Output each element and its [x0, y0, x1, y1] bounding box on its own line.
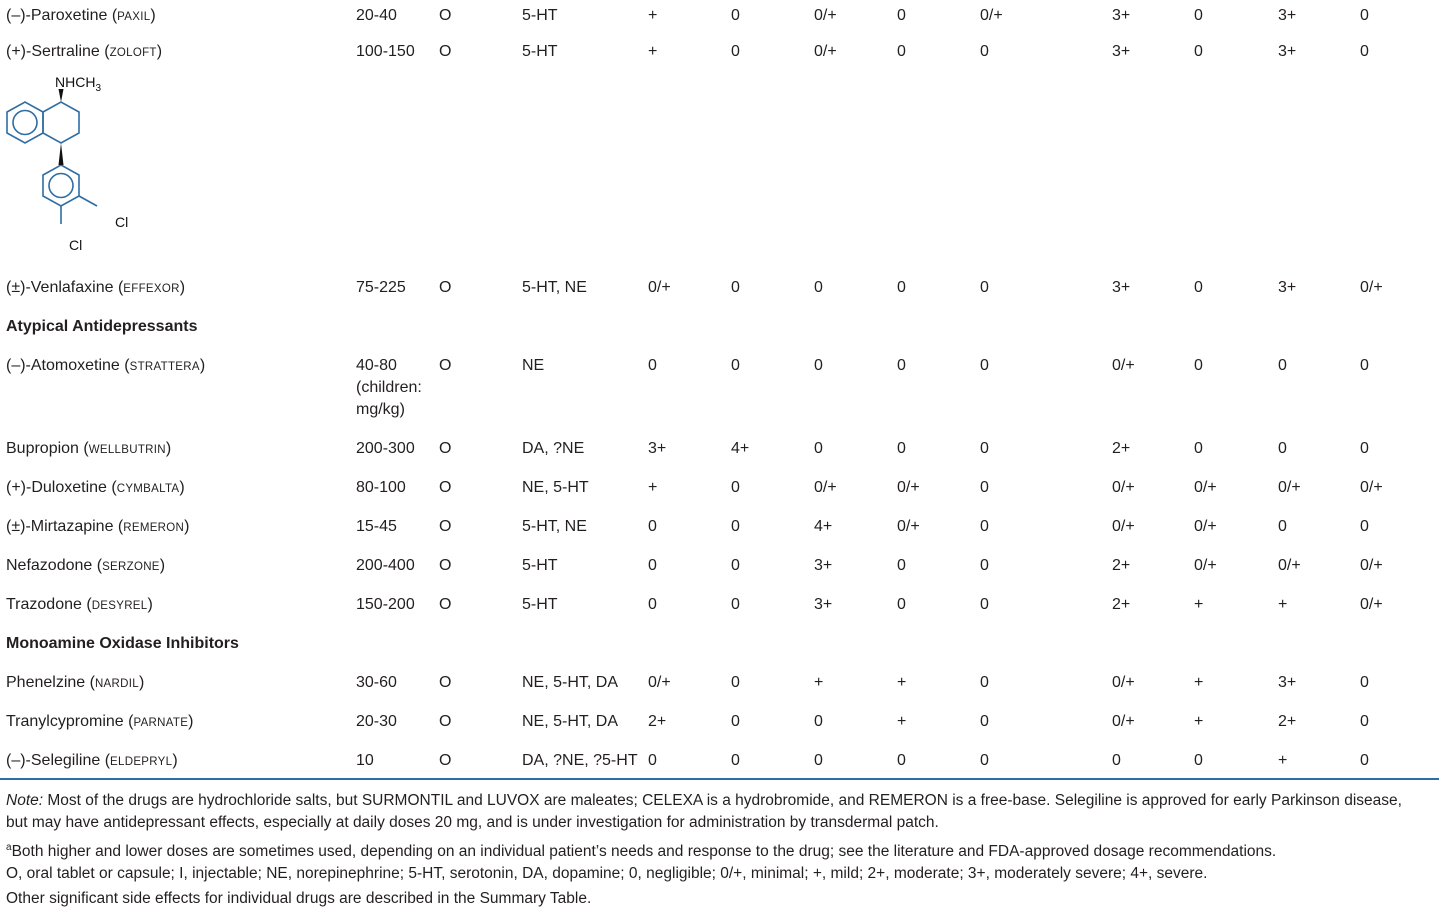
- dose: 30-60: [356, 674, 397, 691]
- dose: 10: [356, 752, 374, 769]
- wedge-bond: [59, 89, 64, 102]
- nhch3-label: $NHCH_3$: [55, 74, 102, 94]
- effect-value: 0: [980, 279, 989, 296]
- amine: 5-HT, NE: [522, 279, 587, 296]
- effect-value: 0: [1194, 279, 1203, 296]
- cl-bond: [79, 196, 97, 206]
- effect-value: 0/+: [1360, 596, 1383, 613]
- dose: 150-200: [356, 596, 415, 613]
- effect-value: 4+: [731, 440, 750, 457]
- amine: DA, ?NE: [522, 440, 585, 457]
- route: O: [439, 440, 452, 457]
- effect-value: 0: [731, 596, 740, 613]
- effect-value: 0: [980, 752, 989, 769]
- table-note: Note: Most of the drugs are hydrochloride salts, but SURMONTIL and LUVOX are maleates; CELEXA is a hydrobromide, and REMERON is a free-base. Selegiline is approved for early Parkinson disease, but may have antidepressant effects, especially at daily doses 20 mg, and is under investigation for administration by transdermal patch.: [6, 792, 1402, 831]
- effect-value: 0/+: [1278, 557, 1301, 574]
- route: O: [439, 596, 452, 613]
- effect-value: 3+: [814, 596, 833, 613]
- effect-value: 0: [897, 596, 906, 613]
- effect-value: 0: [648, 357, 657, 374]
- effect-value: 2+: [1112, 557, 1131, 574]
- sertraline-structure: [0, 68, 160, 258]
- drug-name: (–)-Selegiline (ELDEPRYL): [6, 752, 178, 769]
- effect-value: 0: [731, 557, 740, 574]
- effect-value: 0: [648, 752, 657, 769]
- drug-name: (±)-Venlafaxine (EFFEXOR): [6, 279, 186, 296]
- route: O: [439, 7, 452, 24]
- effect-value: 0: [980, 674, 989, 691]
- effect-value: 2+: [1112, 440, 1131, 457]
- dose: 80-100: [356, 479, 406, 496]
- effect-value: 0: [1194, 7, 1203, 24]
- effect-value: 0: [648, 518, 657, 535]
- effect-value: 0/+: [1112, 713, 1135, 730]
- effect-value: 3+: [814, 557, 833, 574]
- route: O: [439, 357, 452, 374]
- effect-value: 3+: [1278, 674, 1297, 691]
- effect-value: 0: [1360, 440, 1369, 457]
- effect-value: 0: [731, 357, 740, 374]
- aromatic-circle: [13, 111, 37, 135]
- effect-value: 0/+: [1194, 479, 1217, 496]
- route: O: [439, 279, 452, 296]
- effect-value: 0: [980, 479, 989, 496]
- effect-value: 0: [980, 357, 989, 374]
- effect-value: 0: [731, 518, 740, 535]
- effect-value: 4+: [814, 518, 833, 535]
- route: O: [439, 674, 452, 691]
- route: O: [439, 752, 452, 769]
- drug-name: Nefazodone (SERZONE): [6, 557, 166, 574]
- effect-value: +: [648, 43, 658, 60]
- effect-value: 0: [897, 7, 906, 24]
- effect-value: 0: [814, 279, 823, 296]
- effect-value: 0: [1360, 357, 1369, 374]
- effect-value: 0: [897, 43, 906, 60]
- amine: NE, 5-HT, DA: [522, 674, 619, 691]
- effect-value: 0/+: [648, 674, 671, 691]
- effect-value: 0: [1360, 43, 1369, 60]
- effect-value: +: [1194, 596, 1204, 613]
- other-effects-note: Other significant side effects for individual drugs are described in the Summary Table.: [6, 890, 592, 907]
- effect-value: 0: [897, 357, 906, 374]
- route: O: [439, 43, 452, 60]
- effect-value: 0/+: [897, 479, 920, 496]
- effect-value: 0: [1194, 440, 1203, 457]
- table-row: [0, 355, 1439, 421]
- effect-value: 0: [1194, 43, 1203, 60]
- effect-value: 2+: [1278, 713, 1297, 730]
- table-bottom-rule: [0, 778, 1439, 780]
- cyclohexane-ring: [43, 102, 79, 143]
- effect-value: 3+: [1112, 279, 1131, 296]
- effect-value: 0: [980, 43, 989, 60]
- effect-value: 0/+: [1278, 479, 1301, 496]
- effect-value: 0/+: [1112, 357, 1135, 374]
- effect-value: 3+: [648, 440, 667, 457]
- amine: NE, 5-HT: [522, 479, 589, 496]
- effect-value: 0: [648, 557, 657, 574]
- effect-value: +: [1278, 752, 1288, 769]
- effect-value: 2+: [1112, 596, 1131, 613]
- effect-value: 0: [814, 440, 823, 457]
- section-heading-atypical: Atypical Antidepressants: [6, 318, 198, 335]
- effect-value: +: [648, 479, 658, 496]
- dose: 40-80 (children: mg/kg): [356, 357, 422, 418]
- effect-value: 0: [814, 752, 823, 769]
- effect-value: 0: [1278, 357, 1287, 374]
- abbreviations-note: O, oral tablet or capsule; I, injectable; NE, norepinephrine; 5-HT, serotonin, DA, dopamine; 0, negligible; 0/+, minimal; +, mild; 2+, moderate; 3+, moderately severe; 4+, severe.: [6, 865, 1208, 882]
- drug-name: Trazodone (DESYREL): [6, 596, 153, 613]
- dose: 75-225: [356, 279, 406, 296]
- effect-value: +: [897, 674, 907, 691]
- effect-value: 0: [1194, 752, 1203, 769]
- effect-value: 0: [980, 596, 989, 613]
- effect-value: 0/+: [1194, 518, 1217, 535]
- effect-value: 0/+: [1360, 479, 1383, 496]
- effect-value: 0: [980, 440, 989, 457]
- effect-value: 0: [814, 357, 823, 374]
- effect-value: 0: [731, 713, 740, 730]
- effect-value: 0: [814, 713, 823, 730]
- dose: 20-40: [356, 7, 397, 24]
- effect-value: 0: [980, 557, 989, 574]
- effect-value: +: [1278, 596, 1288, 613]
- amine: 5-HT: [522, 43, 558, 60]
- effect-value: 0/+: [897, 518, 920, 535]
- effect-value: 3+: [1278, 7, 1297, 24]
- effect-value: 0/+: [648, 279, 671, 296]
- effect-value: 0/+: [1112, 674, 1135, 691]
- amine: 5-HT: [522, 557, 558, 574]
- effect-value: 0: [897, 752, 906, 769]
- effect-value: 3+: [1278, 279, 1297, 296]
- effect-value: 0/+: [1112, 479, 1135, 496]
- cl-label: Cl: [69, 237, 83, 253]
- effect-value: 0: [980, 713, 989, 730]
- dose: 20-30: [356, 713, 397, 730]
- effect-value: 0: [1360, 7, 1369, 24]
- effect-value: 2+: [648, 713, 667, 730]
- amine: DA, ?NE, ?5-HT: [522, 752, 638, 769]
- effect-value: 0: [1360, 713, 1369, 730]
- route: O: [439, 479, 452, 496]
- drug-name: (–)-Paroxetine (PAXIL): [6, 7, 156, 24]
- effect-value: 0: [731, 43, 740, 60]
- drug-name: (+)-Duloxetine (CYMBALTA): [6, 479, 185, 496]
- effect-value: 0: [731, 279, 740, 296]
- route: O: [439, 713, 452, 730]
- aromatic-circle: [49, 174, 73, 198]
- cl-label: Cl: [115, 214, 129, 230]
- effect-value: 0: [897, 279, 906, 296]
- effect-value: 3+: [1112, 7, 1131, 24]
- effect-value: 0: [897, 557, 906, 574]
- effect-value: 0: [648, 596, 657, 613]
- effect-value: 3+: [1278, 43, 1297, 60]
- effect-value: 0/+: [1112, 518, 1135, 535]
- effect-value: 0/+: [814, 479, 837, 496]
- effect-value: +: [1194, 674, 1204, 691]
- dose: 15-45: [356, 518, 397, 535]
- drug-name: Phenelzine (NARDIL): [6, 674, 145, 691]
- effect-value: 3+: [1112, 43, 1131, 60]
- amine: 5-HT: [522, 7, 558, 24]
- footnote-a: $^a$Both higher and lower doses are sometimes used, depending on an individual patient’s needs and response to the drug; see the literature and FDA-approved dosage recommendations.: [6, 842, 1277, 861]
- effect-value: +: [648, 7, 658, 24]
- effect-value: 0: [980, 518, 989, 535]
- drug-name: Bupropion (WELLBUTRIN): [6, 440, 172, 457]
- effect-value: 0/+: [1360, 557, 1383, 574]
- effect-value: +: [814, 674, 824, 691]
- effect-value: 0: [1360, 752, 1369, 769]
- drug-name: (±)-Mirtazapine (REMERON): [6, 518, 190, 535]
- dose: 200-400: [356, 557, 415, 574]
- wedge-bond: [59, 143, 64, 165]
- effect-value: 0: [731, 7, 740, 24]
- amine: 5-HT: [522, 596, 558, 613]
- effect-value: 0/+: [814, 7, 837, 24]
- effect-value: 0/+: [1194, 557, 1217, 574]
- effect-value: +: [1194, 713, 1204, 730]
- dose: 200-300: [356, 440, 415, 457]
- effect-value: 0: [731, 479, 740, 496]
- drug-name: (+)-Sertraline (ZOLOFT): [6, 43, 163, 60]
- drug-name: (–)-Atomoxetine (STRATTERA): [6, 357, 206, 374]
- effect-value: 0: [1360, 674, 1369, 691]
- effect-value: +: [897, 713, 907, 730]
- effect-value: 0/+: [980, 7, 1003, 24]
- amine: NE: [522, 357, 545, 374]
- effect-value: 0: [1278, 518, 1287, 535]
- section-heading-maoi: Monoamine Oxidase Inhibitors: [6, 635, 239, 652]
- route: O: [439, 557, 452, 574]
- effect-value: 0: [1112, 752, 1121, 769]
- effect-value: 0: [1360, 518, 1369, 535]
- effect-value: 0: [1194, 357, 1203, 374]
- dose: 100-150: [356, 43, 415, 60]
- effect-value: 0/+: [814, 43, 837, 60]
- effect-value: 0: [1278, 440, 1287, 457]
- effect-value: 0: [897, 440, 906, 457]
- route: O: [439, 518, 452, 535]
- drug-name: Tranylcypromine (PARNATE): [6, 713, 194, 730]
- amine: NE, 5-HT, DA: [522, 713, 619, 730]
- effect-value: 0/+: [1360, 279, 1383, 296]
- amine: 5-HT, NE: [522, 518, 587, 535]
- effect-value: 0: [731, 674, 740, 691]
- effect-value: 0: [731, 752, 740, 769]
